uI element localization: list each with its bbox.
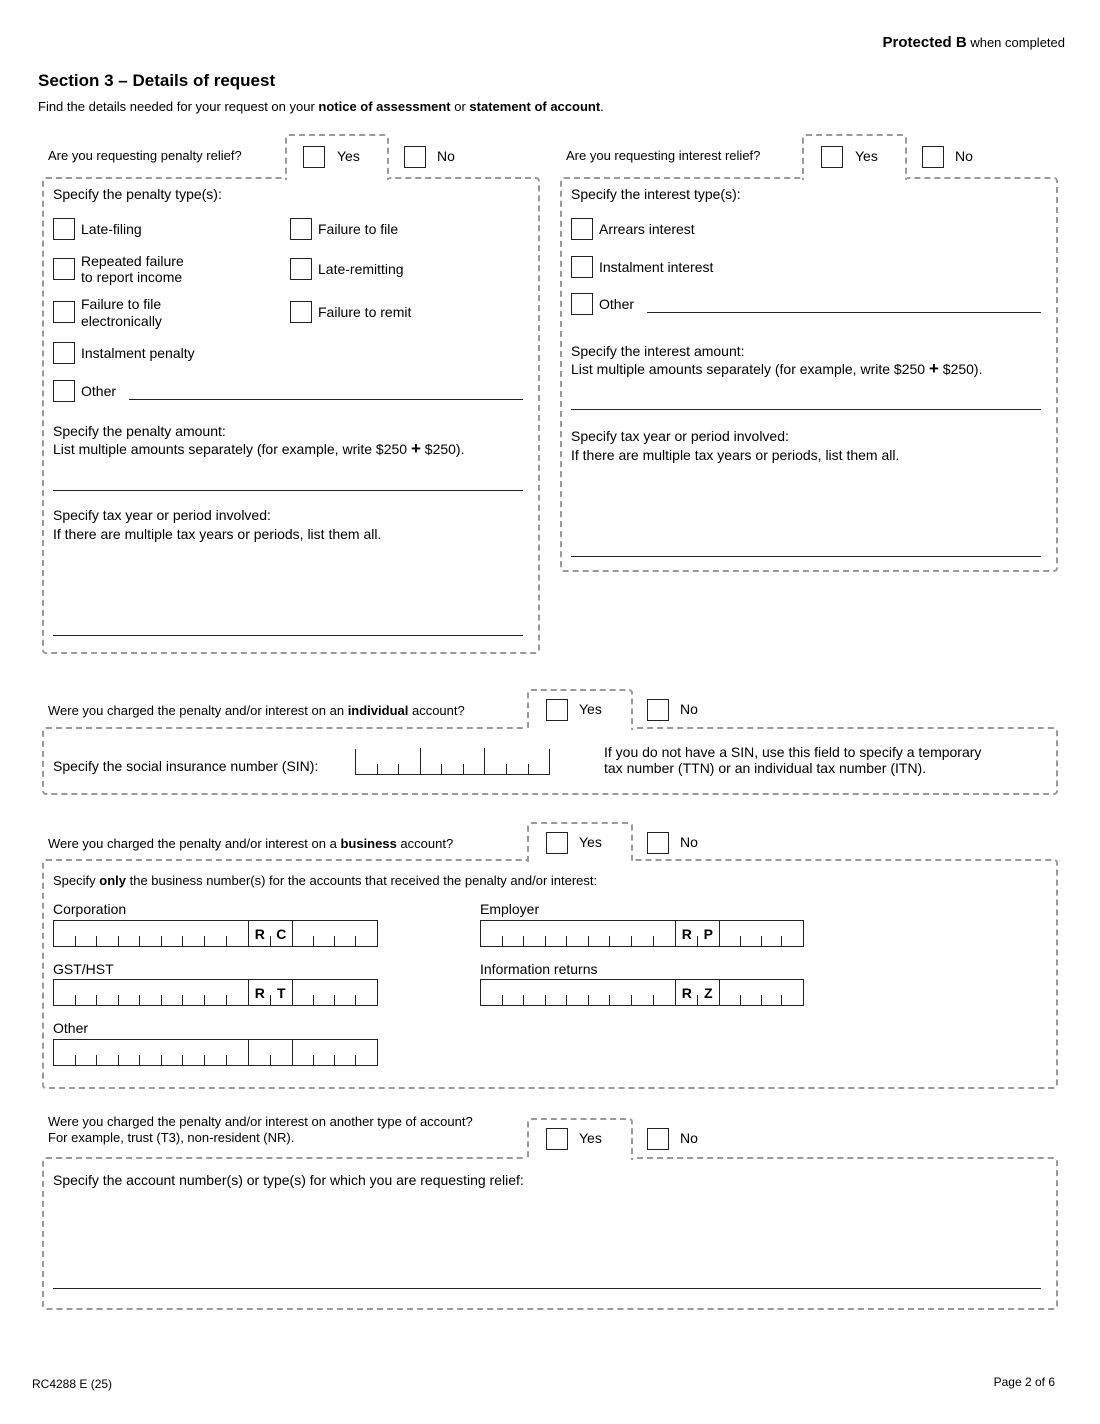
interest-amount-help: List multiple amounts separately (for example, write $250 + $250). xyxy=(571,359,983,378)
penalty-other-label: Other xyxy=(81,383,117,399)
penalty-types-label: Specify the penalty type(s): xyxy=(53,186,222,202)
interest-other-input[interactable] xyxy=(647,312,1041,313)
interest-year-input[interactable] xyxy=(571,556,1041,557)
employer-bn-input[interactable] xyxy=(480,920,804,947)
business-yes-checkbox[interactable] xyxy=(546,832,568,854)
other-account-no-label: No xyxy=(680,1130,698,1146)
penalty-yes-label: Yes xyxy=(337,148,360,164)
failure-to-remit-label: Failure to remit xyxy=(318,304,412,320)
instalment-interest-label: Instalment interest xyxy=(599,259,714,275)
interest-amount-label: Specify the interest amount: xyxy=(571,343,745,359)
corporation-code-2: C xyxy=(276,925,287,942)
penalty-panel xyxy=(42,177,540,654)
arrears-interest-checkbox[interactable] xyxy=(571,218,593,240)
interest-amount-input[interactable] xyxy=(571,409,1041,410)
interest-yes-checkbox[interactable] xyxy=(821,146,843,168)
failure-to-file-checkbox[interactable] xyxy=(290,218,312,240)
failure-electronically-label-1: Failure to file xyxy=(81,296,162,312)
individual-yes-checkbox[interactable] xyxy=(546,699,568,721)
protected-b-label: Protected B when completed xyxy=(882,34,1065,51)
penalty-amount-help: List multiple amounts separately (for example, write $250 + $250). xyxy=(53,439,465,458)
corporation-bn-input[interactable] xyxy=(53,920,378,947)
sin-note-1: If you do not have a SIN, use this field to specify a temporary xyxy=(604,744,982,760)
info-returns-code-1: R xyxy=(676,980,698,1005)
late-filing-label: Late-filing xyxy=(81,221,142,237)
instalment-penalty-checkbox[interactable] xyxy=(53,342,75,364)
business-question: Were you charged the penalty and/or interest on a business account? xyxy=(48,836,454,851)
individual-no-label: No xyxy=(680,701,698,717)
other-account-input[interactable] xyxy=(53,1288,1041,1289)
failure-electronically-checkbox[interactable] xyxy=(53,301,75,323)
penalty-other-input[interactable] xyxy=(129,399,523,400)
employer-code-2: P xyxy=(703,925,713,942)
penalty-no-label: No xyxy=(437,148,455,164)
corporation-code-1: R xyxy=(249,921,271,946)
individual-question: Were you charged the penalty and/or interest on an individual account? xyxy=(48,703,465,718)
penalty-year-input[interactable] xyxy=(53,635,523,636)
penalty-amount-input[interactable] xyxy=(53,490,523,491)
gst-label: GST/HST xyxy=(53,961,114,977)
employer-label: Employer xyxy=(480,901,540,917)
interest-year-help: If there are multiple tax years or periods, list them all. xyxy=(571,447,900,463)
repeated-failure-label-1: Repeated failure xyxy=(81,253,184,269)
interest-yes-label: Yes xyxy=(855,148,878,164)
late-remitting-label: Late-remitting xyxy=(318,261,404,277)
interest-no-checkbox[interactable] xyxy=(922,146,944,168)
sin-input[interactable] xyxy=(355,749,550,775)
penalty-amount-label: Specify the penalty amount: xyxy=(53,423,226,439)
penalty-year-help: If there are multiple tax years or periods, list them all. xyxy=(53,526,382,542)
failure-to-remit-checkbox[interactable] xyxy=(290,301,312,323)
other-account-yes-label: Yes xyxy=(579,1130,602,1146)
other-account-question-2: For example, trust (T3), non-resident (NR). xyxy=(48,1130,295,1145)
instalment-penalty-label: Instalment penalty xyxy=(81,345,195,361)
info-returns-bn-input[interactable] xyxy=(480,979,804,1006)
business-no-checkbox[interactable] xyxy=(647,832,669,854)
penalty-question: Are you requesting penalty relief? xyxy=(48,148,242,163)
business-other-label: Other xyxy=(53,1020,89,1036)
other-bn-input[interactable] xyxy=(53,1039,378,1066)
interest-types-label: Specify the interest type(s): xyxy=(571,186,741,202)
repeated-failure-checkbox[interactable] xyxy=(53,258,75,280)
employer-code-1: R xyxy=(676,921,698,946)
gst-bn-input[interactable] xyxy=(53,979,378,1006)
penalty-no-checkbox[interactable] xyxy=(404,146,426,168)
individual-yes-label: Yes xyxy=(579,701,602,717)
late-remitting-checkbox[interactable] xyxy=(290,258,312,280)
business-yes-label: Yes xyxy=(579,834,602,850)
individual-no-checkbox[interactable] xyxy=(647,699,669,721)
sin-note-2: tax number (TTN) or an individual tax number (ITN). xyxy=(604,760,927,776)
instalment-interest-checkbox[interactable] xyxy=(571,256,593,278)
gst-code-2: T xyxy=(276,984,286,1001)
interest-no-label: No xyxy=(955,148,973,164)
interest-year-label: Specify tax year or period involved: xyxy=(571,428,789,444)
section-title: Section 3 – Details of request xyxy=(38,71,276,90)
corporation-label: Corporation xyxy=(53,901,127,917)
other-account-yes-checkbox[interactable] xyxy=(546,1128,568,1150)
late-filing-checkbox[interactable] xyxy=(53,218,75,240)
page-number: Page 2 of 6 xyxy=(993,1375,1055,1389)
penalty-yes-checkbox[interactable] xyxy=(303,146,325,168)
sin-label: Specify the social insurance number (SIN): xyxy=(53,758,319,774)
other-account-no-checkbox[interactable] xyxy=(647,1128,669,1150)
business-no-label: No xyxy=(680,834,698,850)
other-account-specify: Specify the account number(s) or type(s) for which you are requesting relief: xyxy=(53,1172,524,1188)
info-returns-code-2: Z xyxy=(703,984,713,1001)
penalty-other-checkbox[interactable] xyxy=(53,380,75,402)
section-intro: Find the details needed for your request on your notice of assessment or statement of account. xyxy=(38,99,604,114)
gst-code-1: R xyxy=(249,980,271,1005)
failure-electronically-label-2: electronically xyxy=(81,313,162,329)
other-account-question-1: Were you charged the penalty and/or interest on another type of account? xyxy=(48,1114,473,1129)
interest-other-checkbox[interactable] xyxy=(571,293,593,315)
interest-question: Are you requesting interest relief? xyxy=(566,148,761,163)
failure-to-file-label: Failure to file xyxy=(318,221,399,237)
business-specify: Specify only the business number(s) for the accounts that received the penalty and/or interest: xyxy=(53,873,598,888)
repeated-failure-label-2: to report income xyxy=(81,269,183,285)
arrears-interest-label: Arrears interest xyxy=(599,221,695,237)
form-id: RC4288 E (25) xyxy=(32,1377,113,1391)
interest-other-label: Other xyxy=(599,296,635,312)
info-returns-label: Information returns xyxy=(480,961,598,977)
penalty-year-label: Specify tax year or period involved: xyxy=(53,507,271,523)
